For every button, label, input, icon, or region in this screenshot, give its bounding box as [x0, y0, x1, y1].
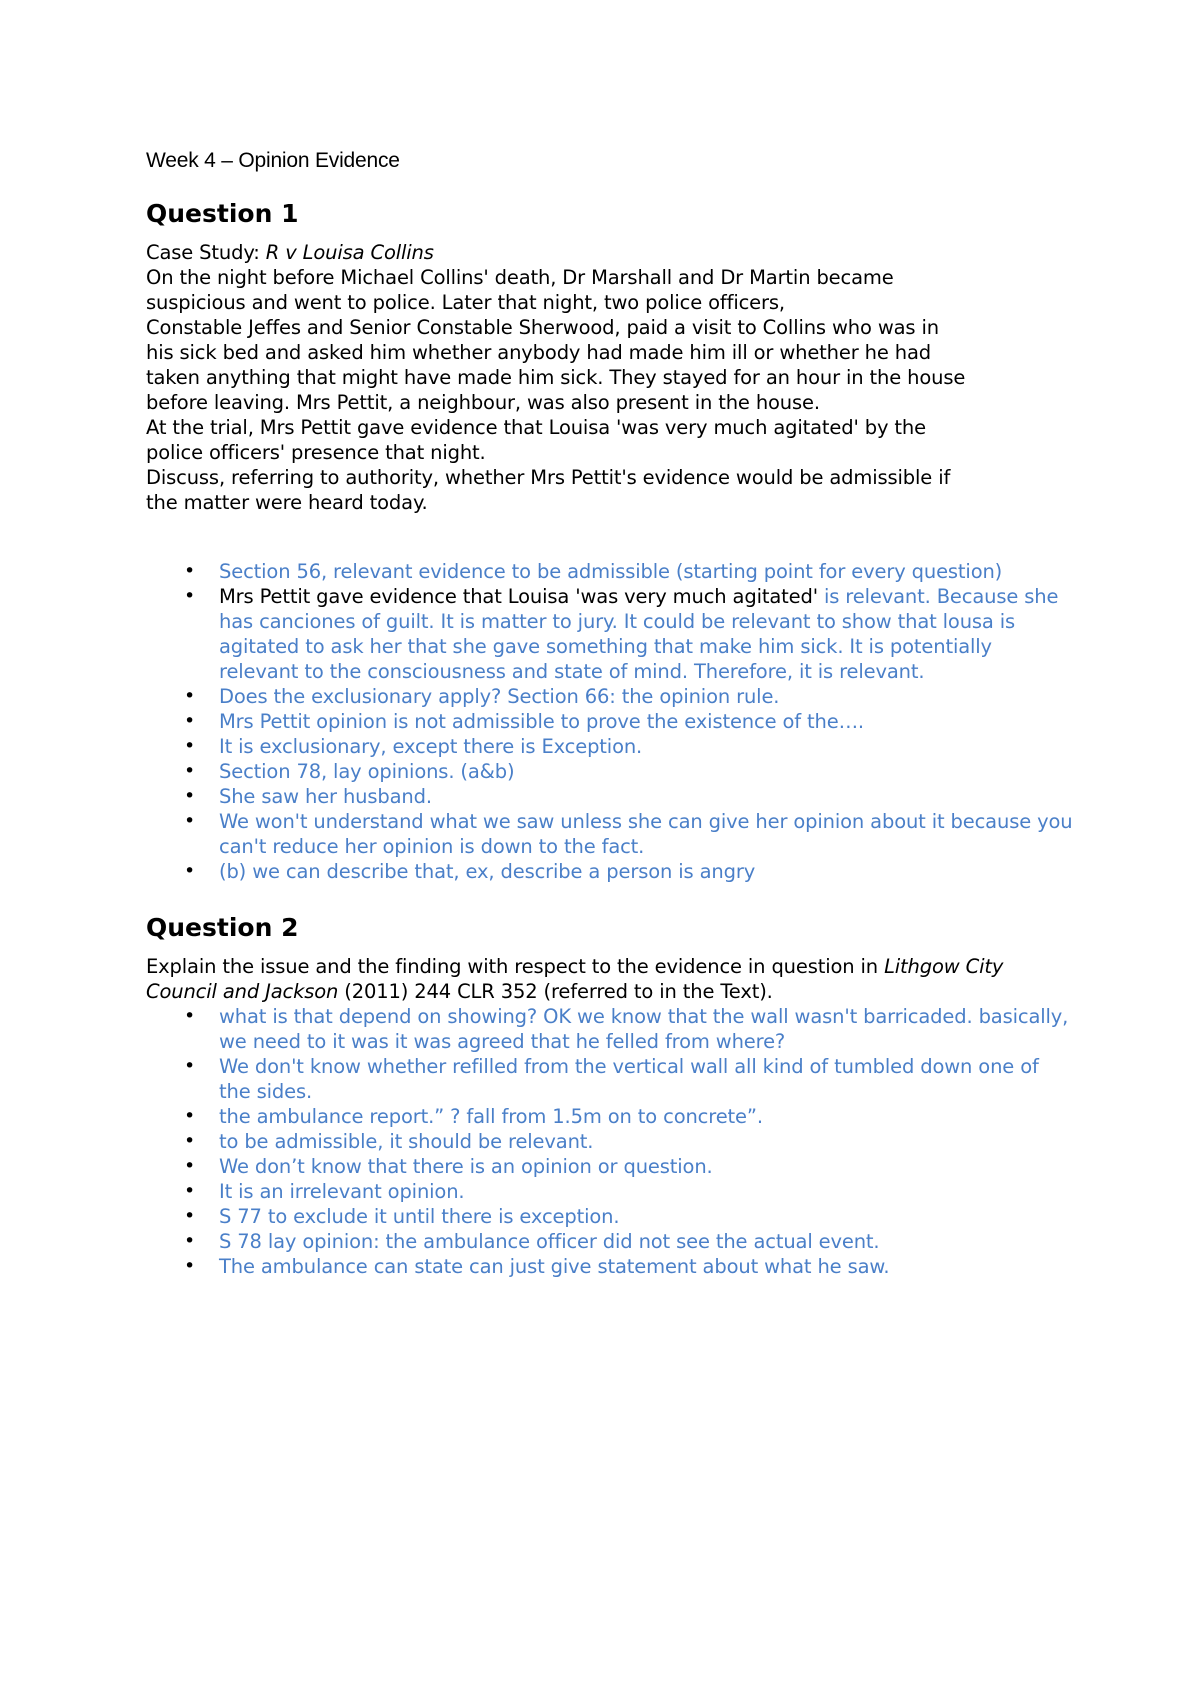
q1-text-line: police officers' presence that night. [146, 441, 486, 464]
question-1-heading: Question 1 [146, 199, 299, 228]
q1-text-line: taken anything that might have made him sick. They stayed for an hour in the house [146, 366, 966, 389]
question-2-section [146, 912, 1076, 1279]
list-item: • We don't know whether refilled from the vertical wall all kind of tumbled down one of the sides. [184, 1055, 1039, 1103]
q1-text-line: suspicious and went to police. Later that night, two police officers, [146, 291, 785, 314]
bullet-icon: • [184, 1255, 196, 1277]
list-item: • the ambulance report.” ? fall from 1.5m on to concrete”. [184, 1105, 763, 1128]
q1-text-line: On the night before Michael Collins' death, Dr Marshall and Dr Martin became [146, 266, 894, 289]
document-page [146, 148, 1076, 1279]
q1-text-line: before leaving. Mrs Pettit, a neighbour, was also present in the house. [146, 391, 820, 414]
list-item: • Mrs Pettit opinion is not admissible to prove the existence of the…. [184, 710, 864, 733]
q2-answer-list [146, 1004, 1076, 1279]
list-item: • S 78 lay opinion: the ambulance officer did not see the actual event. [184, 1230, 880, 1253]
list-item: • We don’t know that there is an opinion or question. [184, 1155, 713, 1178]
bullet-icon: • [184, 1155, 196, 1177]
bullet-icon: • [184, 1130, 196, 1152]
document-title: Week 4 – Opinion Evidence [146, 149, 400, 172]
bullet-icon: • [184, 860, 196, 882]
q1-text-line: At the trial, Mrs Pettit gave evidence that Louisa 'was very much agitated' by the [146, 416, 926, 439]
bullet-icon: • [184, 710, 196, 732]
case-study-prefix: Case Study: [146, 241, 266, 264]
list-item: • (b) we can describe that, ex, describe a person is angry [184, 860, 756, 883]
list-item: • to be admissible, it should be relevant. [184, 1130, 594, 1153]
list-item: • It is exclusionary, except there is Exception. [184, 735, 643, 758]
case-study-line [146, 240, 1076, 265]
list-item: • She saw her husband. [184, 785, 432, 808]
bullet-icon: • [184, 735, 196, 757]
q1-text-line: his sick bed and asked him whether anybody had made him ill or whether he had [146, 341, 931, 364]
list-item: • Section 56, relevant evidence to be admissible (starting point for every question) [184, 560, 1003, 583]
bullet-icon: • [184, 1230, 196, 1252]
q2-intro: Explain the issue and the finding with respect to the evidence in question in Lithgow City Council and Jackson (2011) 244 CLR 352 (referred to in the Text). [146, 955, 1004, 1003]
bullet-icon: • [184, 1055, 196, 1077]
bullet-icon: • [184, 585, 196, 607]
q1-answer-list [146, 559, 1076, 884]
question-2-heading: Question 2 [146, 913, 299, 942]
q1-text-line: Constable Jeffes and Senior Constable Sherwood, paid a visit to Collins who was in [146, 316, 939, 339]
list-item: • what is that depend on showing? OK we know that the wall wasn't barricaded. basically, we need to it was it was agreed that he felled from where? [184, 1005, 1069, 1053]
list-item: • Does the exclusionary apply? Section 66: the opinion rule. [184, 685, 780, 708]
q1-text-line: the matter were heard today. [146, 491, 428, 514]
list-item: • The ambulance can state can just give statement about what he saw. [184, 1255, 890, 1278]
list-item: • Mrs Pettit gave evidence that Louisa 'was very much agitated' is relevant. Because she has canciones of guilt. It is matter to jury. It could be relevant to show that lousa is agitated to ask her that she gave something that make him sick. It is potentially relevant to the consciousness and state of mind. Therefore, it is relevant. [184, 585, 1059, 683]
bullet-icon: • [184, 1205, 196, 1227]
bullet-icon: • [184, 810, 196, 832]
bullet-icon: • [184, 1180, 196, 1202]
list-item: • Section 78, lay opinions. (a&b) [184, 760, 515, 783]
list-item: • It is an irrelevant opinion. [184, 1180, 465, 1203]
bullet-icon: • [184, 560, 196, 582]
case-name: Lithgow City Council and Jackson [146, 955, 1004, 1003]
q1-text-line: Discuss, referring to authority, whether Mrs Pettit's evidence would be admissible if [146, 466, 951, 489]
bullet-icon: • [184, 685, 196, 707]
bullet-icon: • [184, 1105, 196, 1127]
bullet-icon: • [184, 785, 196, 807]
case-name: R v Louisa Collins [265, 241, 434, 264]
bullet-icon: • [184, 760, 196, 782]
bullet-icon: • [184, 1005, 196, 1027]
list-item: • S 77 to exclude it until there is exception. [184, 1205, 620, 1228]
list-item: • We won't understand what we saw unless she can give her opinion about it because you can't reduce her opinion is down to the fact. [184, 810, 1073, 858]
